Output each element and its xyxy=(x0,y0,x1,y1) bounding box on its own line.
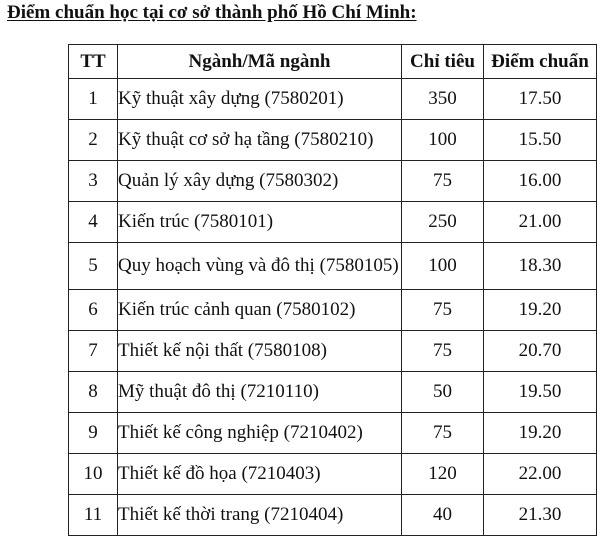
quota-value: 75 xyxy=(402,331,484,372)
major-name: Kiến trúc cảnh quan (7580102) xyxy=(118,290,402,331)
major-name: Thiết kế thời trang (7210404) xyxy=(118,495,402,536)
quota-value: 75 xyxy=(402,161,484,202)
header-row xyxy=(69,45,597,79)
major-name: Kiến trúc (7580101) xyxy=(118,202,402,243)
header-quota: Chỉ tiêu xyxy=(402,45,484,79)
table-row xyxy=(69,495,597,536)
score-value: 19.20 xyxy=(484,413,597,454)
quota-value: 50 xyxy=(402,372,484,413)
row-number: 11 xyxy=(69,495,118,536)
quota-value: 75 xyxy=(402,290,484,331)
admission-scores-table xyxy=(68,44,597,536)
row-number: 2 xyxy=(69,120,118,161)
table-row xyxy=(69,202,597,243)
major-name: Thiết kế công nghiệp (7210402) xyxy=(118,413,402,454)
header-tt: TT xyxy=(69,45,118,79)
table-row xyxy=(69,290,597,331)
quota-value: 120 xyxy=(402,454,484,495)
score-value: 18.30 xyxy=(484,243,597,290)
quota-value: 350 xyxy=(402,79,484,120)
row-number: 5 xyxy=(69,243,118,290)
table-row xyxy=(69,413,597,454)
table-row xyxy=(69,79,597,120)
table-body xyxy=(69,79,597,536)
table-header xyxy=(69,45,597,79)
quota-value: 250 xyxy=(402,202,484,243)
major-name: Thiết kế đồ họa (7210403) xyxy=(118,454,402,495)
header-score: Điểm chuẩn xyxy=(484,45,597,79)
table-row xyxy=(69,331,597,372)
score-value: 19.50 xyxy=(484,372,597,413)
table-row xyxy=(69,120,597,161)
score-value: 20.70 xyxy=(484,331,597,372)
major-name: Quy hoạch vùng và đô thị (7580105) xyxy=(118,243,402,290)
quota-value: 40 xyxy=(402,495,484,536)
score-value: 16.00 xyxy=(484,161,597,202)
score-value: 17.50 xyxy=(484,79,597,120)
table-row xyxy=(69,243,597,290)
row-number: 8 xyxy=(69,372,118,413)
row-number: 10 xyxy=(69,454,118,495)
quota-value: 100 xyxy=(402,243,484,290)
quota-value: 100 xyxy=(402,120,484,161)
major-name: Kỹ thuật xây dựng (7580201) xyxy=(118,79,402,120)
row-number: 1 xyxy=(69,79,118,120)
score-value: 22.00 xyxy=(484,454,597,495)
score-value: 21.30 xyxy=(484,495,597,536)
major-name: Kỹ thuật cơ sở hạ tầng (7580210) xyxy=(118,120,402,161)
score-value: 15.50 xyxy=(484,120,597,161)
row-number: 6 xyxy=(69,290,118,331)
table-row xyxy=(69,372,597,413)
page-heading: Điểm chuẩn học tại cơ sở thành phố Hồ Chí Minh: xyxy=(7,2,417,23)
row-number: 7 xyxy=(69,331,118,372)
table-row xyxy=(69,161,597,202)
row-number: 3 xyxy=(69,161,118,202)
score-value: 19.20 xyxy=(484,290,597,331)
row-number: 9 xyxy=(69,413,118,454)
score-value: 21.00 xyxy=(484,202,597,243)
row-number: 4 xyxy=(69,202,118,243)
major-name: Quản lý xây dựng (7580302) xyxy=(118,161,402,202)
major-name: Mỹ thuật đô thị (7210110) xyxy=(118,372,402,413)
major-name: Thiết kế nội thất (7580108) xyxy=(118,331,402,372)
table-row xyxy=(69,454,597,495)
quota-value: 75 xyxy=(402,413,484,454)
header-major: Ngành/Mã ngành xyxy=(118,45,402,79)
